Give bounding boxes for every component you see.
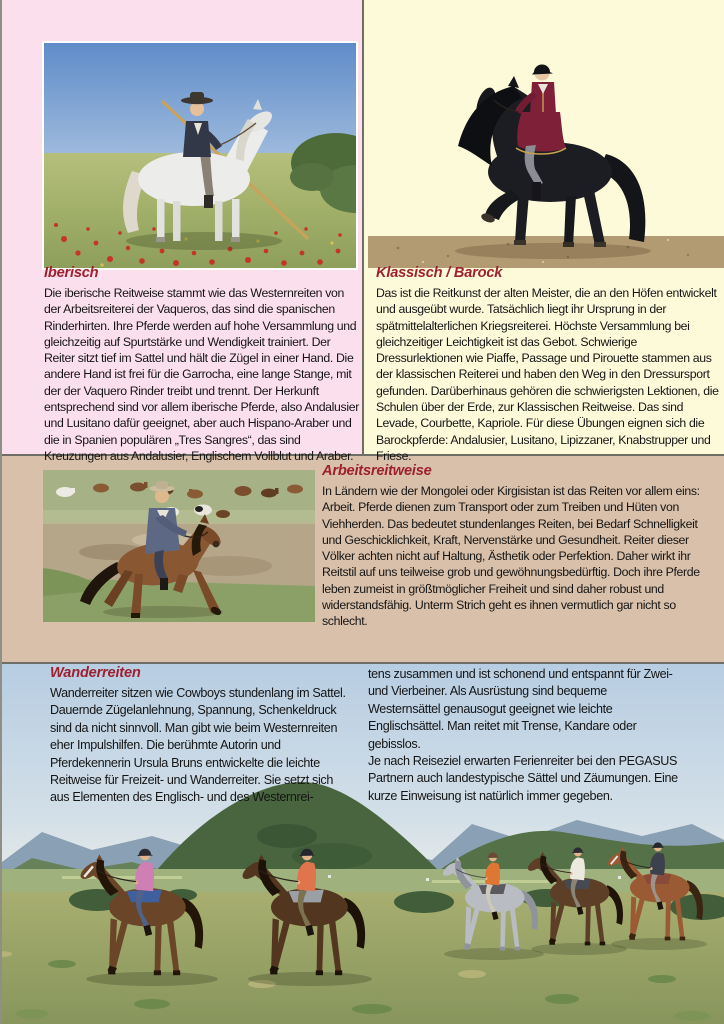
klassisch-photo	[368, 52, 724, 268]
shadow	[611, 938, 707, 950]
shadow	[444, 948, 544, 960]
wanderreiten-right-paragraph-2: Je nach Reiseziel erwarten Ferienreiter bei den PEGASUS Partnern auch landestypische Sättel und Zäumungen. Eine kurze Einweisung ist natürlich immer gegeben.	[368, 754, 678, 803]
iberisch-body: Die iberische Reitweise stammt wie das Westernreiten von der Arbeitsreiterei der Vaqueros, das sind die spanischen Rinderhirten. Ihre Pferde werden auf hohe Versammlung und gleichzeitig auf Spurtstärke und Wendigkeit trainiert. Der Reiter sitzt tief im Sattel und hält die Zügel in einer Hand. Die andere Hand ist frei für die Garrocha, eine lange Stange, mit der der Vaquero Rinder treibt und trennt. Der Herkunft entsprechend sind vor allem iberische Pferde, also Andalusier und Lusitano dafür geeignet, aber auch Hispano-Araber und die in Spanien populären „Tres Sangres“, das sind Kreuzungen aus Andalusier, Englischem Vollblut und Araber.	[44, 286, 359, 463]
wanderreiten-left-column: Wanderreiter sitzen wie Cowboys stundenlang im Sattel. Dauernde Zügelanlehnung, Spannung, Schenkeldruck sind da nicht sinnvoll. Man gibt wie beim Westernreiten eher Impulshilfen. Die berühmte Autorin und Pferdekennerin Ursula Bruns entwickelte die leichte Reitweise für Freizeit- und Wanderreiter. Sie setzt sich aus Elementen des Englisch- und des Westernrei-	[50, 686, 346, 805]
klassisch-title: Klassisch / Barock	[376, 265, 503, 281]
shadow	[248, 972, 372, 986]
wanderreiten-title: Wanderreiten	[50, 665, 141, 681]
page-left-edge	[0, 0, 2, 1024]
horse-shadow	[455, 243, 651, 259]
vertical-divider	[362, 0, 364, 454]
arbeitsreitweise-body: In Ländern wie der Mongolei oder Kirgisistan ist das Reiten vor allem eins: Arbeit. Pferde dienen zum Transport oder zum Treiben und Hüten von Viehherden. Das bedeutet stundenlanges Reiten, bei Bedarf Schnelligkeit und Geschicklichkeit, Kraft, Nervenstärke und Gesundheit. Reiter dieser Völker achten nicht auf Haltung, Ästhetik oder Perfektion. Daher wirkt ihr Reitstil auf uns teilweise grob und gewöhnungsbedürftig. Doch ihre Pferde leben zumeist in größtmöglicher Freiheit und sind daher robust und widerstandsfähig. Unterm Strich geht es ihnen vermutlich gar nicht so schlecht.	[322, 484, 700, 629]
horizontal-divider-bottom	[0, 662, 724, 664]
iberisch-photo	[42, 41, 358, 270]
field-streak	[62, 876, 182, 879]
house-speck	[328, 875, 331, 878]
arbeitsreitweise-photo	[43, 470, 315, 622]
house-speck	[426, 878, 429, 881]
horse-shadow	[103, 606, 223, 618]
shadow	[86, 972, 218, 986]
wanderreiten-right-column	[368, 666, 680, 805]
klassisch-body: Das ist die Reitkunst der alten Meister, die an den Höfen entwickelt und ausgeübt wurde. Tatsächlich liegt ihr Ursprung in der spätmittelalterlichen Kriegsreiterei. Höchste Versammlung bei gleichzeitiger Leichtigkeit ist das Gebot. Schwierige Dressurlektionen wie Piaffe, Passage und Pirouette stammen aus der klassischen Reiterei und haben den Weg in den Dressursport gefunden. Darüberhinaus gehören die schwierigsten Lektionen, die Schulen über der Erde, zur Klassischen Reitweise. Das sind Levade, Courbette, Kapriole. Für diese Übungen eignen sich die Barockpferde: Andalusier, Lusitano, Lipizzaner, Knabstrupper und Friese.	[376, 286, 719, 463]
wanderreiten-right-paragraph-1: tens zusammen und ist schonend und entspannt für Zwei- und Vierbeiner. Als Ausrüstung sind bequeme Westernsättel genausogut geeignet wie leichte Englischsättel. Man reitet mit Trense, Kandare oder gebisslos.	[368, 667, 673, 751]
house-speck	[618, 876, 621, 879]
hill-texture	[257, 824, 317, 848]
grass-band	[43, 510, 315, 524]
arbeitsreitweise-title: Arbeitsreitweise	[322, 463, 432, 479]
horse-shadow	[126, 232, 282, 250]
iberisch-title: Iberisch	[44, 265, 99, 281]
